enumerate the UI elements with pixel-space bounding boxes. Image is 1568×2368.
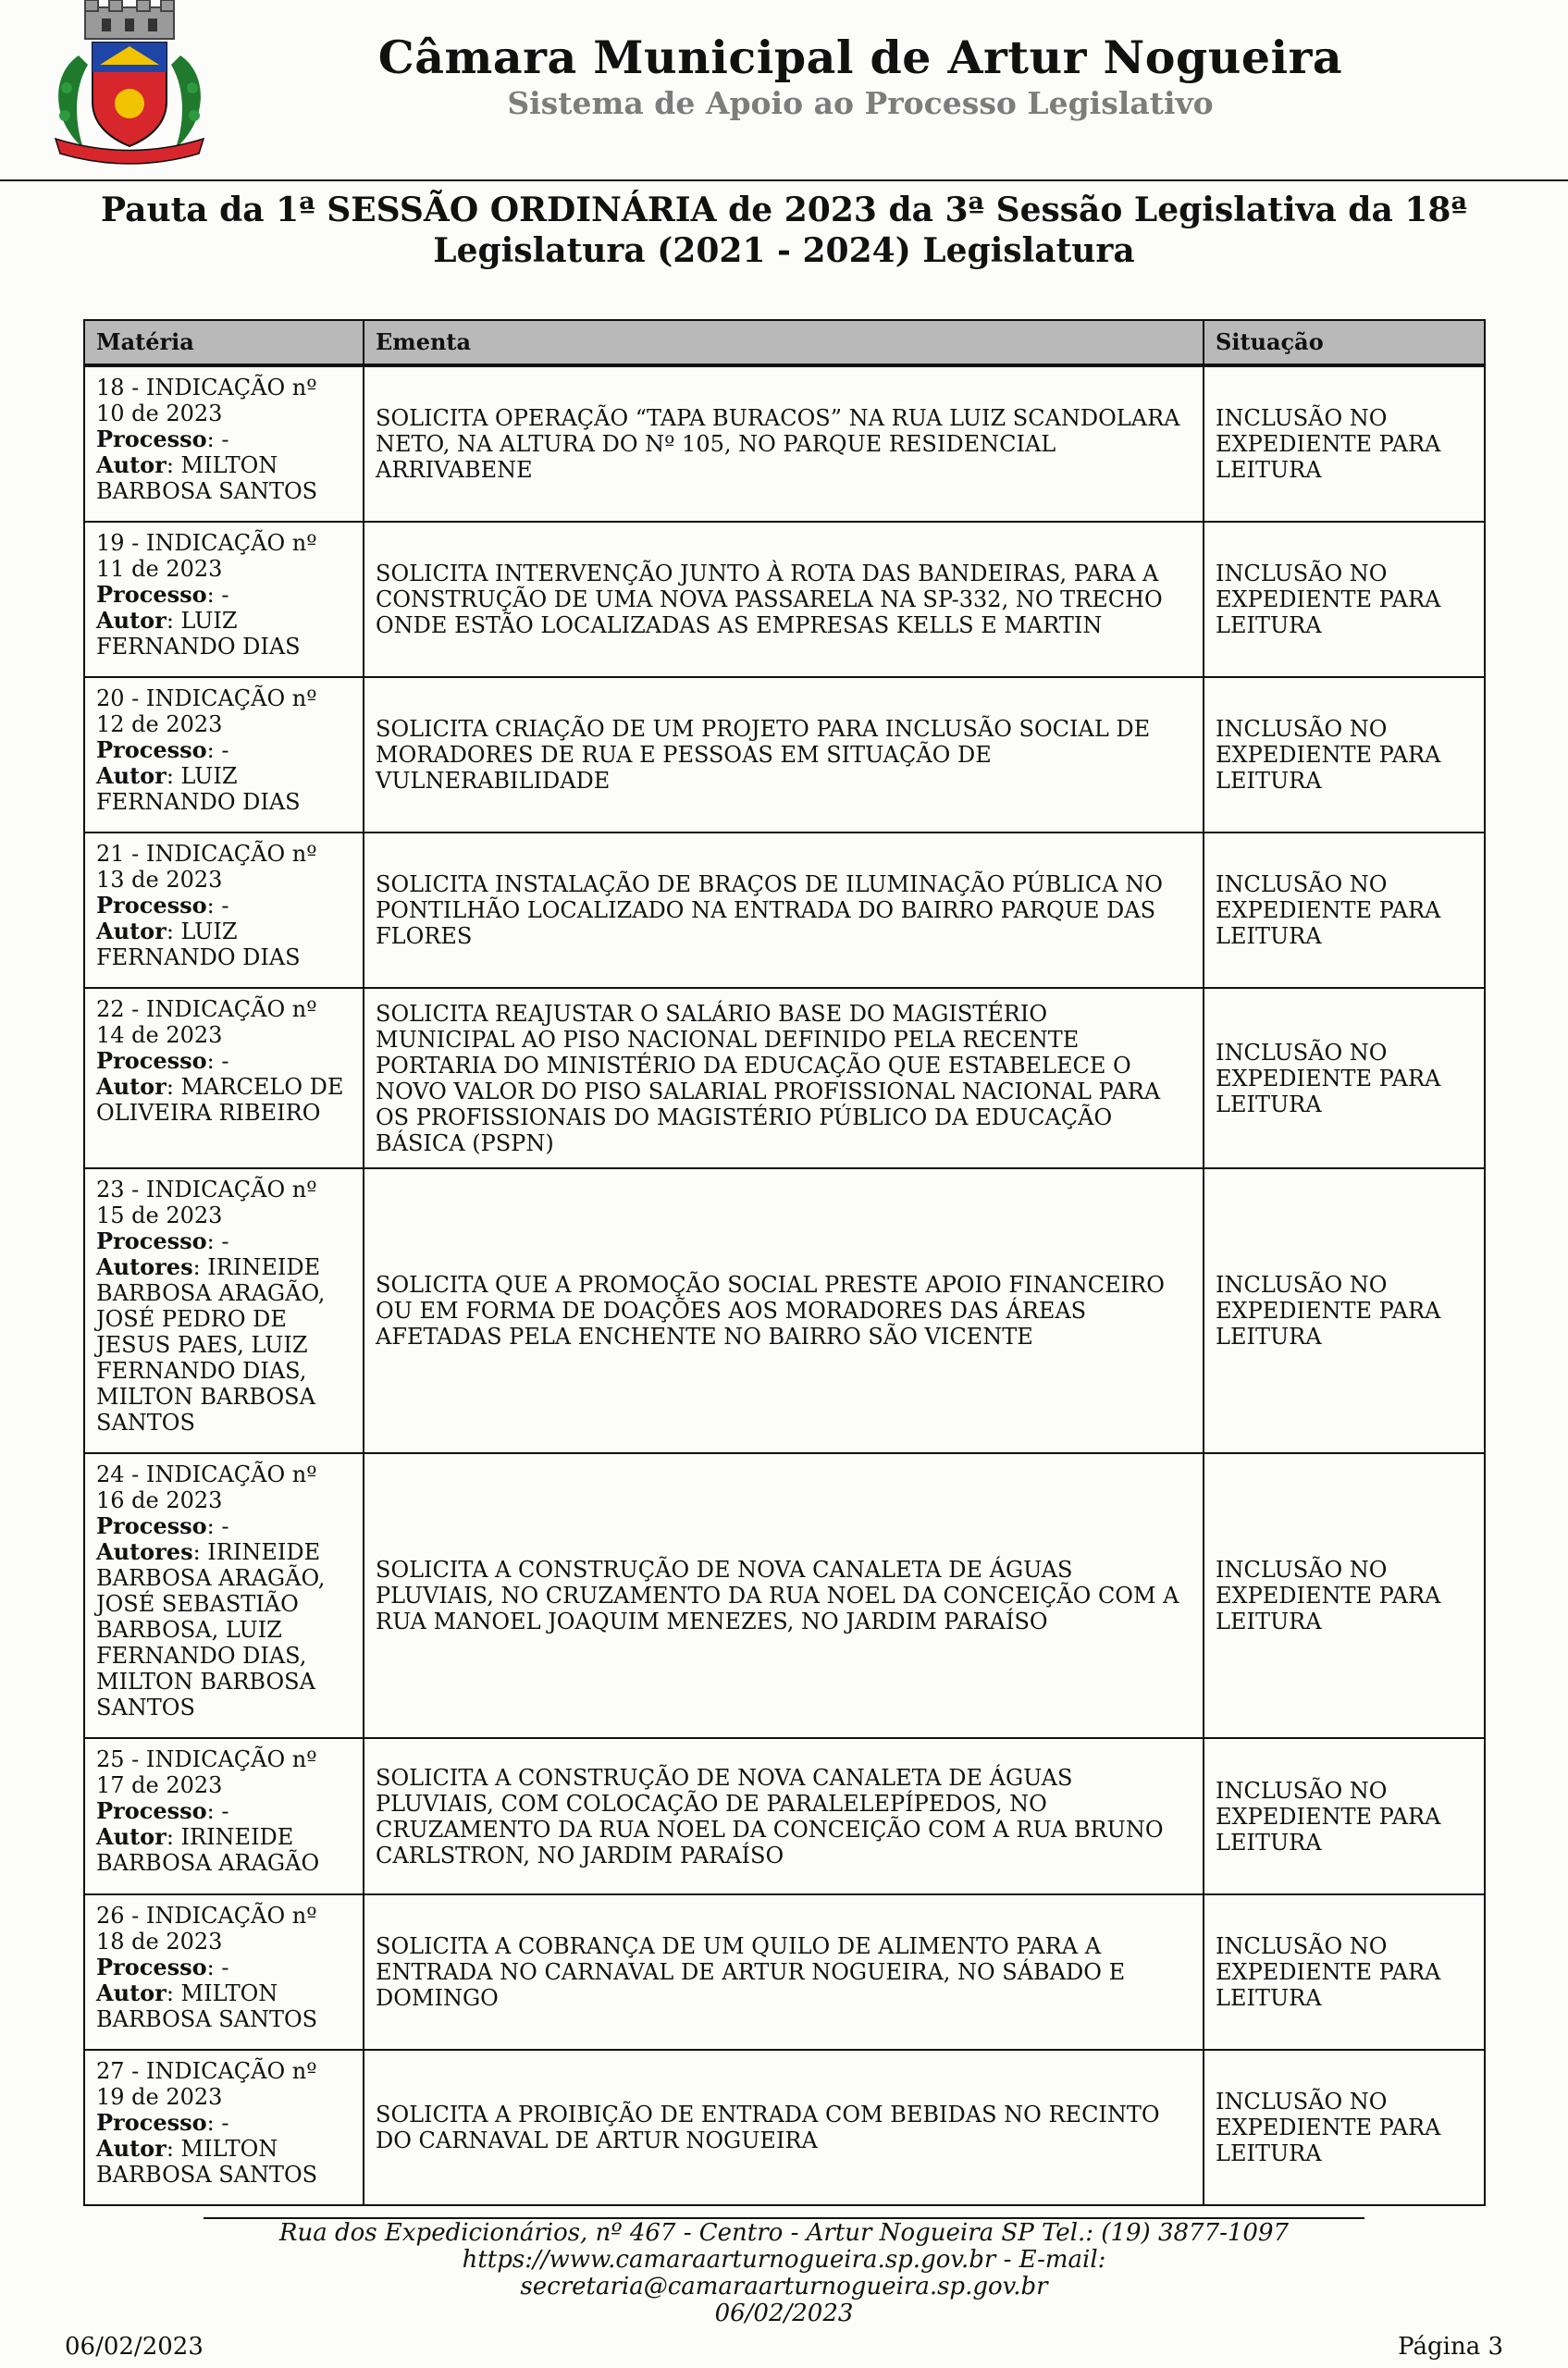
autor-value: : IRINEIDE BARBOSA ARAGÃO, JOSÉ PEDRO DE JESUS PAES, LUIZ FERNANDO DIAS, MILTON BARBOSA SANTOS [96,1254,326,1436]
autor-value: : LUIZ FERNANDO DIAS [96,763,301,815]
autor-value: : LUIZ FERNANDO DIAS [96,919,301,970]
materia-id: 24 - INDICAÇÃO nº 16 de 2023 [96,1462,317,1513]
materia-id: 27 - INDICAÇÃO nº 19 de 2023 [96,2058,317,2110]
cell-ementa: SOLICITA INTERVENÇÃO JUNTO À ROTA DAS BANDEIRAS, PARA A CONSTRUÇÃO DE UMA NOVA PASSARELA NA SP-332, NO TRECHO ONDE ESTÃO LOCALIZADAS AS EMPRESAS KELLS E MARTIN [364,522,1204,677]
cell-ementa: SOLICITA QUE A PROMOÇÃO SOCIAL PRESTE APOIO FINANCEIRO OU EM FORMA DE DOAÇÕES AOS MORADORES DAS ÁREAS AFETADAS PELA ENCHENTE NO BAIRRO SÃO VICENTE [364,1168,1204,1453]
materia-id: 25 - INDICAÇÃO nº 17 de 2023 [96,1746,317,1798]
materia-id: 21 - INDICAÇÃO nº 13 de 2023 [96,841,317,893]
document-header [0,0,1568,181]
table-row [84,1894,1485,2050]
table-row [84,1168,1485,1453]
autor-label: Autores [96,1253,193,1280]
table-header-row [84,320,1485,365]
processo-value: : - [206,1048,229,1074]
autor-label: Autor [96,918,167,944]
cell-materia [84,1738,364,1894]
footer-address [204,2220,1364,2327]
autor-value: : MILTON BARBOSA SANTOS [96,2136,318,2188]
header-titles [305,30,1415,122]
autor-value: : IRINEIDE BARBOSA ARAGÃO, JOSÉ SEBASTIÃO BARBOSA, LUIZ FERNANDO DIAS, MILTON BARBOSA SANTOS [96,1539,326,1720]
cell-materia [84,2050,364,2205]
autor-label: Autor [96,451,167,478]
processo-value: : - [206,582,229,608]
cell-ementa: SOLICITA CRIAÇÃO DE UM PROJETO PARA INCLUSÃO SOCIAL DE MORADORES DE RUA E PESSOAS EM SITUAÇÃO DE VULNERABILIDADE [364,677,1204,832]
processo-value: : - [206,1228,229,1254]
pauta-title: Pauta da 1ª SESSÃO ORDINÁRIA de 2023 da 3ª Sessão Legislativa da 18ª Legislatura (2021 - 2024) Legislatura [101,191,1467,270]
pauta-table-body [84,365,1485,2205]
processo-label: Processo [96,581,207,608]
autor-value: : MILTON BARBOSA SANTOS [96,1980,318,2032]
autor-value: : MILTON BARBOSA SANTOS [96,452,318,504]
footer-address-date: 06/02/2023 [714,2300,854,2327]
processo-label: Processo [96,2109,207,2136]
autor-label: Autor [96,2135,167,2162]
cell-materia [84,365,364,522]
processo-label: Processo [96,1047,207,1074]
municipal-crest-logo [46,0,213,166]
processo-label: Processo [96,1227,207,1254]
autor-label: Autor [96,607,167,634]
footer-address-text: Rua dos Expedicionários, nº 467 - Centro - Artur Nogueira SP Tel.: (19) 3877-1097 https://www.camaraarturnogueira.sp.gov.br - E-mail: secretaria@camaraarturnogueira.sp.gov.br [278,2219,1290,2300]
processo-label: Processo [96,1797,207,1824]
table-row [84,988,1485,1168]
table-row [84,1738,1485,1894]
materia-id: 22 - INDICAÇÃO nº 14 de 2023 [96,996,317,1048]
cell-materia [84,1453,364,1738]
cell-materia [84,1894,364,2050]
pauta-table [83,319,1486,2206]
cell-situacao: INCLUSÃO NO EXPEDIENTE PARA LEITURA [1204,1453,1485,1738]
processo-value: : - [206,2110,229,2136]
cell-materia [84,1168,364,1453]
cell-ementa: SOLICITA REAJUSTAR O SALÁRIO BASE DO MAGISTÉRIO MUNICIPAL AO PISO NACIONAL DEFINIDO PELA RECENTE PORTARIA DO MINISTÉRIO DA EDUCAÇÃO QUE ESTABELECE O NOVO VALOR DO PISO SALARIAL PROFISSIONAL NACIONAL PARA OS PROFISSIONAIS DO MAGISTÉRIO PÚBLICO DA EDUCAÇÃO BÁSICA (PSPN) [364,988,1204,1168]
cell-situacao: INCLUSÃO NO EXPEDIENTE PARA LEITURA [1204,832,1485,988]
cell-materia [84,988,364,1168]
header-divider [0,179,1568,181]
cell-situacao: INCLUSÃO NO EXPEDIENTE PARA LEITURA [1204,677,1485,832]
autor-value: : LUIZ FERNANDO DIAS [96,608,301,660]
cell-ementa: SOLICITA OPERAÇÃO “TAPA BURACOS” NA RUA LUIZ SCANDOLARA NETO, NA ALTURA DO Nº 105, NO PARQUE RESIDENCIAL ARRIVABENE [364,365,1204,522]
print-date: 06/02/2023 [65,2333,204,2361]
autor-label: Autor [96,1073,167,1100]
processo-label: Processo [96,1512,207,1539]
processo-value: : - [206,1798,229,1824]
cell-situacao: INCLUSÃO NO EXPEDIENTE PARA LEITURA [1204,1894,1485,2050]
cell-situacao: INCLUSÃO NO EXPEDIENTE PARA LEITURA [1204,522,1485,677]
autor-value: : IRINEIDE BARBOSA ARAGÃO [96,1824,320,1876]
autor-label: Autor [96,762,167,789]
autor-label: Autores [96,1538,193,1565]
materia-id: 18 - INDICAÇÃO nº 10 de 2023 [96,375,317,426]
processo-value: : - [206,737,229,763]
processo-label: Processo [96,426,207,452]
header-situacao: Situação [1204,320,1485,365]
cell-ementa: SOLICITA A COBRANÇA DE UM QUILO DE ALIMENTO PARA A ENTRADA NO CARNAVAL DE ARTUR NOGUEIRA, NO SÁBADO E DOMINGO [364,1894,1204,2050]
table-row [84,2050,1485,2205]
cell-situacao: INCLUSÃO NO EXPEDIENTE PARA LEITURA [1204,1738,1485,1894]
cell-situacao: INCLUSÃO NO EXPEDIENTE PARA LEITURA [1204,988,1485,1168]
page-number: Página 3 [1398,2333,1503,2361]
cell-materia [84,832,364,988]
processo-value: : - [206,426,229,452]
cell-ementa: SOLICITA A CONSTRUÇÃO DE NOVA CANALETA DE ÁGUAS PLUVIAIS, NO CRUZAMENTO DA RUA NOEL DA CONCEIÇÃO COM A RUA MANOEL JOAQUIM MENEZES, NO JARDIM PARAÍSO [364,1453,1204,1738]
cell-situacao: INCLUSÃO NO EXPEDIENTE PARA LEITURA [1204,1168,1485,1453]
processo-value: : - [206,1955,229,1980]
institution-subtitle: Sistema de Apoio ao Processo Legislativo [507,85,1214,121]
cell-ementa: SOLICITA A CONSTRUÇÃO DE NOVA CANALETA DE ÁGUAS PLUVIAIS, COM COLOCAÇÃO DE PARALELEPÍPEDOS, NO CRUZAMENTO DA RUA NOEL DA CONCEIÇÃO COM A RUA BRUNO CARLSTRON, NO JARDIM PARAÍSO [364,1738,1204,1894]
cell-materia [84,677,364,832]
cell-materia [84,522,364,677]
processo-value: : - [206,1513,229,1539]
materia-id: 19 - INDICAÇÃO nº 11 de 2023 [96,530,317,582]
header-ementa: Ementa [364,320,1204,365]
materia-id: 23 - INDICAÇÃO nº 15 de 2023 [96,1177,317,1228]
processo-label: Processo [96,1954,207,1980]
cell-ementa: SOLICITA INSTALAÇÃO DE BRAÇOS DE ILUMINAÇÃO PÚBLICA NO PONTILHÃO LOCALIZADO NA ENTRADA DO BAIRRO PARQUE DAS FLORES [364,832,1204,988]
table-row [84,832,1485,988]
table-row [84,365,1485,522]
header-materia: Matéria [84,320,364,365]
processo-label: Processo [96,736,207,763]
institution-title: Câmara Municipal de Artur Nogueira [377,31,1343,84]
materia-id: 26 - INDICAÇÃO nº 18 de 2023 [96,1903,317,1955]
autor-label: Autor [96,1980,167,2006]
materia-id: 20 - INDICAÇÃO nº 12 de 2023 [96,685,317,737]
table-row [84,677,1485,832]
processo-value: : - [206,893,229,919]
autor-value: : MARCELO DE OLIVEIRA RIBEIRO [96,1074,344,1126]
cell-ementa: SOLICITA A PROIBIÇÃO DE ENTRADA COM BEBIDAS NO RECINTO DO CARNAVAL DE ARTUR NOGUEIRA [364,2050,1204,2205]
cell-situacao: INCLUSÃO NO EXPEDIENTE PARA LEITURA [1204,2050,1485,2205]
table-row [84,522,1485,677]
cell-situacao: INCLUSÃO NO EXPEDIENTE PARA LEITURA [1204,365,1485,522]
table-row [84,1453,1485,1738]
autor-label: Autor [96,1823,167,1850]
processo-label: Processo [96,892,207,919]
